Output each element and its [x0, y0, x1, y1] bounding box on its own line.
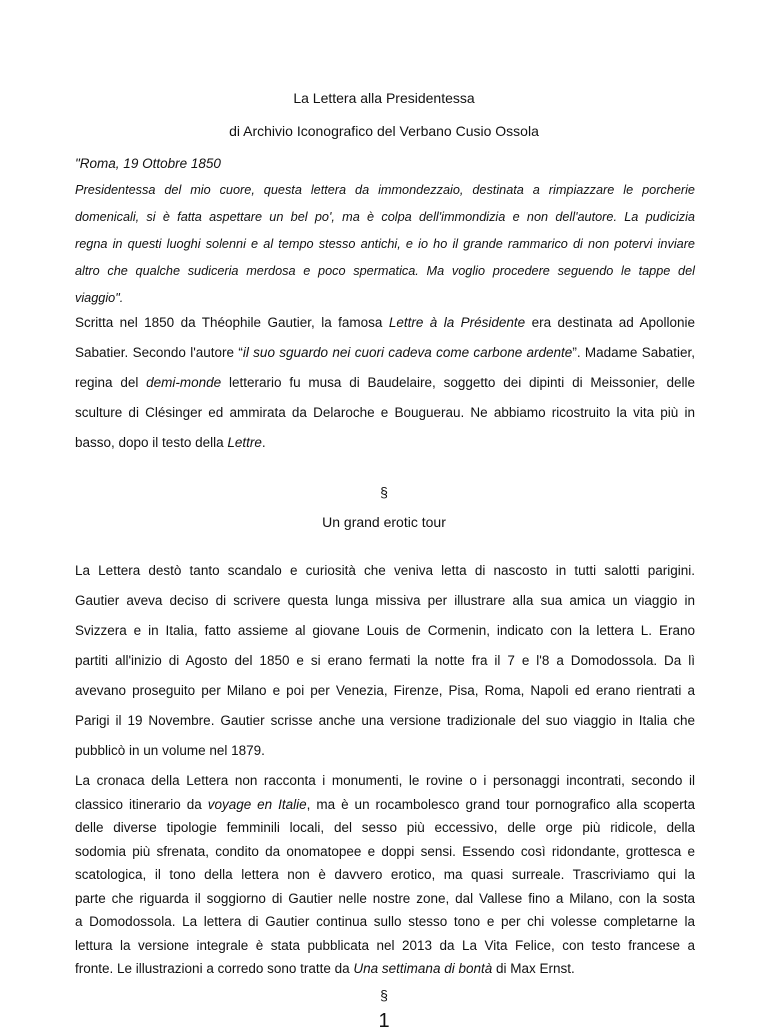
quote-line-6: viaggio". — [75, 291, 124, 305]
intro-line-3 — [75, 375, 695, 390]
intro-text: ”. Madame Sabatier, — [572, 345, 696, 360]
intro-text: Sabatier. Secondo l'autore “ — [75, 345, 243, 360]
para2-line-3: delle diverse tipologie femminili locali, del sesso più eccessivo, delle orge più ridicole, della — [75, 820, 695, 835]
para2-line-9 — [75, 961, 695, 976]
document-byline: di Archivio Iconografico del Verbano Cusio Ossola — [229, 123, 539, 139]
intro-title-italic: Lettre — [227, 435, 262, 450]
intro-text: Scritta nel 1850 da Théophile Gautier, la famosa — [75, 315, 389, 330]
quote-line-4: regna in questi luoghi solenni e al tempo stesso antichi, e io ho il grande rammarico di non potervi inviare — [75, 237, 695, 251]
intro-quote-italic: il suo sguardo nei cuori cadeva come carbone ardente — [242, 345, 573, 360]
intro-text: basso, dopo il testo della — [75, 435, 228, 450]
intro-line-4: sculture di Clésinger ed ammirata da Delaroche e Bouguerau. Ne abbiamo ricostruito la vita più in — [75, 405, 695, 420]
quote-line-3: domenicali, si è fatta aspettare un bel po', ma è colpa dell'immondizia e non dell'autore. La pudicizia — [75, 210, 695, 224]
para2-text: di Max Ernst. — [492, 961, 575, 976]
para2-term-italic: voyage en Italie — [207, 796, 307, 812]
section-title: Un grand erotic tour — [322, 514, 446, 530]
page-number: 1 — [378, 1010, 390, 1032]
para1-line-6: Parigi il 19 Novembre. Gautier scrisse anche una versione tradizionale del suo viaggio in Italia che — [75, 713, 695, 728]
para2-line-7: a Domodossola. La lettera di Gautier continua sullo stesso tono e per chi volesse completarne la — [75, 914, 695, 929]
para2-text: , ma è un rocambolesco grand tour pornografico alla scoperta — [306, 796, 695, 812]
para1-line-2: Gautier aveva deciso di scrivere questa lunga missiva per illustrare alla sua amica un viaggio in — [75, 593, 695, 608]
intro-line-2 — [75, 345, 695, 360]
intro-line-1 — [75, 315, 695, 330]
para2-line-4: sodomia più sfrenata, condito da onomatopee e doppi sensi. Essendo così ridondante, grottesca e — [75, 843, 695, 859]
intro-title-italic: Lettre à la Présidente — [388, 315, 526, 330]
quote-line-2: Presidentessa del mio cuore, questa lettera da immondezzaio, destinata a rimpiazzare le porcherie — [75, 183, 695, 197]
intro-term-italic: demi-monde — [146, 375, 222, 390]
document-title: La Lettera alla Presidentessa — [293, 90, 475, 106]
para2-text: classico itinerario da — [75, 796, 208, 812]
para1-line-5: avevano proseguito per Milano e poi per Venezia, Firenze, Pisa, Roma, Napoli ed erano rientrati a — [75, 683, 695, 698]
section-mark: § — [380, 484, 388, 500]
para2-line-2 — [75, 797, 695, 812]
intro-text: letterario fu musa di Baudelaire, soggetto dei dipinti di Meissonier, delle — [221, 375, 696, 390]
para2-title-italic: Una settimana di bontà — [353, 961, 493, 976]
quote-line-5: altro che qualche sudiceria merdosa e poco spermatica. Ma voglio procedere seguendo le tappe del — [75, 264, 695, 278]
para2-line-8 — [75, 938, 695, 953]
para1-line-7: pubblicò in un volume nel 1879. — [75, 743, 265, 758]
para1-line-3: Svizzera e in Italia, fatto assieme al giovane Louis de Cormenin, indicato con la lettera L. Erano — [75, 623, 695, 638]
quote-line-1: "Roma, 19 Ottobre 1850 — [75, 156, 221, 171]
para2-line-5: scatologica, il tono della lettera non è davvero erotico, ma quasi surreale. Trascriviamo qui la — [75, 867, 695, 882]
end-section-mark: § — [380, 986, 388, 1003]
para2-line-6: parte che riguarda il soggiorno di Gautier nelle nostre zone, dal Vallese fino a Milano, con la sosta — [75, 890, 695, 906]
intro-line-5 — [75, 435, 695, 450]
intro-text: . — [261, 435, 266, 450]
para2-line-1: La cronaca della Lettera non racconta i monumenti, le rovine o i personaggi incontrati, secondo il — [75, 773, 695, 788]
intro-text: regina del — [75, 375, 147, 390]
para1-line-4: partiti all'inizio di Agosto del 1850 e si erano fermati la notte fra il 7 e l'8 a Domodossola. Da lì — [75, 653, 695, 668]
intro-text: era destinata ad Apollonie — [525, 315, 695, 330]
para2-text: lettura la versione integrale è stata pubblicata nel 2013 da La Vita Felice, con testo francese a — [75, 937, 695, 953]
para1-line-1: La Lettera destò tanto scandalo e curiosità che veniva letta di nascosto in tutti salotti parigini. — [75, 563, 695, 578]
para2-text: fronte. Le illustrazioni a corredo sono tratte da — [75, 961, 354, 976]
